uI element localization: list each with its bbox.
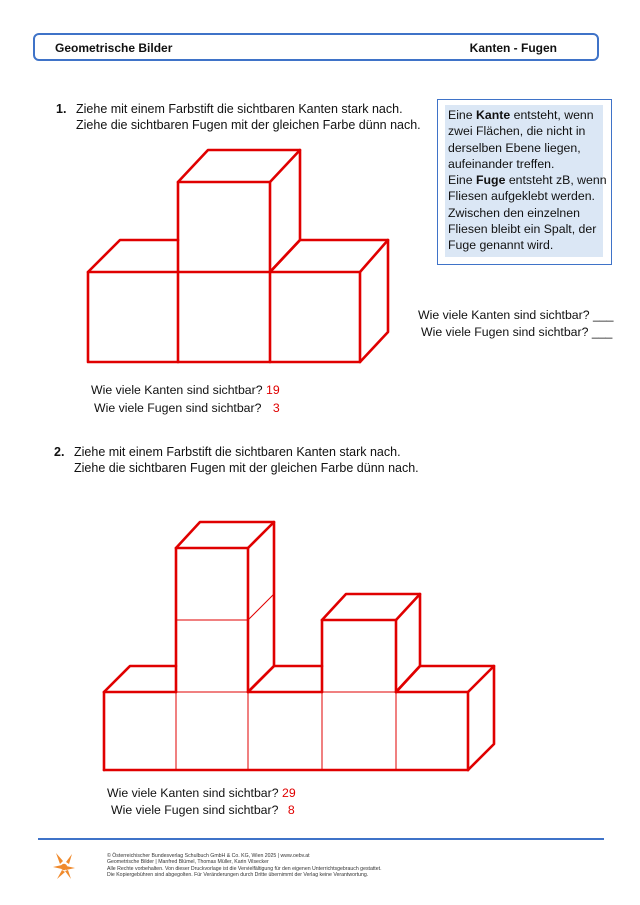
definition-kante-term: Kante — [476, 108, 511, 122]
task2-question-kanten — [107, 786, 296, 800]
task1-answer-fugen: 3 — [272, 401, 280, 415]
footer-copyright: © Österreichischer Bundesverlag Schulbuch GmbH & Co. KG, Wien 2025 | www.oebv.at — [107, 853, 310, 859]
task2-question-kanten-text: Wie viele Kanten sind sichtbar? — [107, 786, 279, 800]
header-topic: Kanten - Fugen — [469, 41, 557, 55]
side-question-kanten: Wie viele Kanten sind sichtbar? ___ — [418, 308, 614, 322]
task2-question-fugen — [111, 803, 295, 817]
definition-kante-text: entsteht, wenn zwei Flächen, die nicht in derselben Ebene liegen, aufeinander treffen. — [448, 108, 594, 171]
task2-question-fugen-text: Wie viele Fugen sind sichtbar? — [111, 803, 279, 817]
definition-fuge-term: Fuge — [476, 173, 506, 188]
task1-instruction-1: Ziehe mit einem Farbstift die sichtbaren Kanten stark nach. — [76, 102, 403, 116]
side-question-fugen: Wie viele Fugen sind sichtbar? ___ — [421, 325, 613, 339]
definition-fuge-prefix: Eine — [448, 173, 477, 188]
task1-question-fugen-text: Wie viele Fugen sind sichtbar? — [94, 401, 262, 415]
oebv-logo-icon — [52, 851, 76, 881]
footer-rights: Alle Rechte vorbehalten. Von dieser Druckvorlage ist die Vervielfältigung für den eigenen Unterrichtsgebrauch gestattet. — [107, 865, 382, 872]
figure1-cube-left-front — [88, 272, 178, 362]
task1-answer-kanten: 19 — [265, 383, 280, 397]
task2-number: 2. — [54, 445, 65, 459]
figure1-cubes — [88, 150, 388, 362]
task1-question-kanten — [91, 383, 280, 397]
task2-instruction-1: Ziehe mit einem Farbstift die sichtbaren Kanten stark nach. — [74, 445, 401, 459]
task2-instruction-2: Ziehe die sichtbaren Fugen mit der gleichen Farbe dünn nach. — [74, 461, 419, 475]
header-title: Geometrische Bilder — [55, 41, 173, 55]
task1-instruction-2: Ziehe die sichtbaren Fugen mit der gleichen Farbe dünn nach. — [76, 118, 421, 132]
footer-disclaimer: Die Kopiergebühren sind abgegolten. Für Veränderungen durch Dritte übernimmt der Verlag keine Verantwortung. — [107, 872, 369, 879]
task2-answer-fugen: 8 — [287, 803, 295, 817]
task1-question-kanten-text: Wie viele Kanten sind sichtbar? — [91, 383, 263, 397]
footer-text — [107, 853, 382, 879]
figure2-cubes — [104, 522, 494, 770]
definition-kante-prefix: Eine — [448, 108, 477, 122]
definition-fuge-text: entsteht zB, wenn Fliesen aufgeklebt werden. — [448, 173, 607, 204]
task1-number: 1. — [56, 102, 67, 116]
task2-answer-kanten: 29 — [281, 786, 296, 800]
figure1-cube-top-front — [178, 182, 270, 272]
task1-question-fugen — [94, 401, 280, 415]
footer-authors: Geometrische Bilder | Manfred Blümel, Thomas Müller, Karin Vilsecker — [107, 859, 269, 866]
definition-fuge-explanation: Zwischen den einzelnen Fliesen bleibt ein Spalt, der Fuge genannt wird. — [448, 205, 597, 253]
figure1-cube-right-front — [270, 272, 360, 362]
footer-rule — [38, 838, 604, 840]
